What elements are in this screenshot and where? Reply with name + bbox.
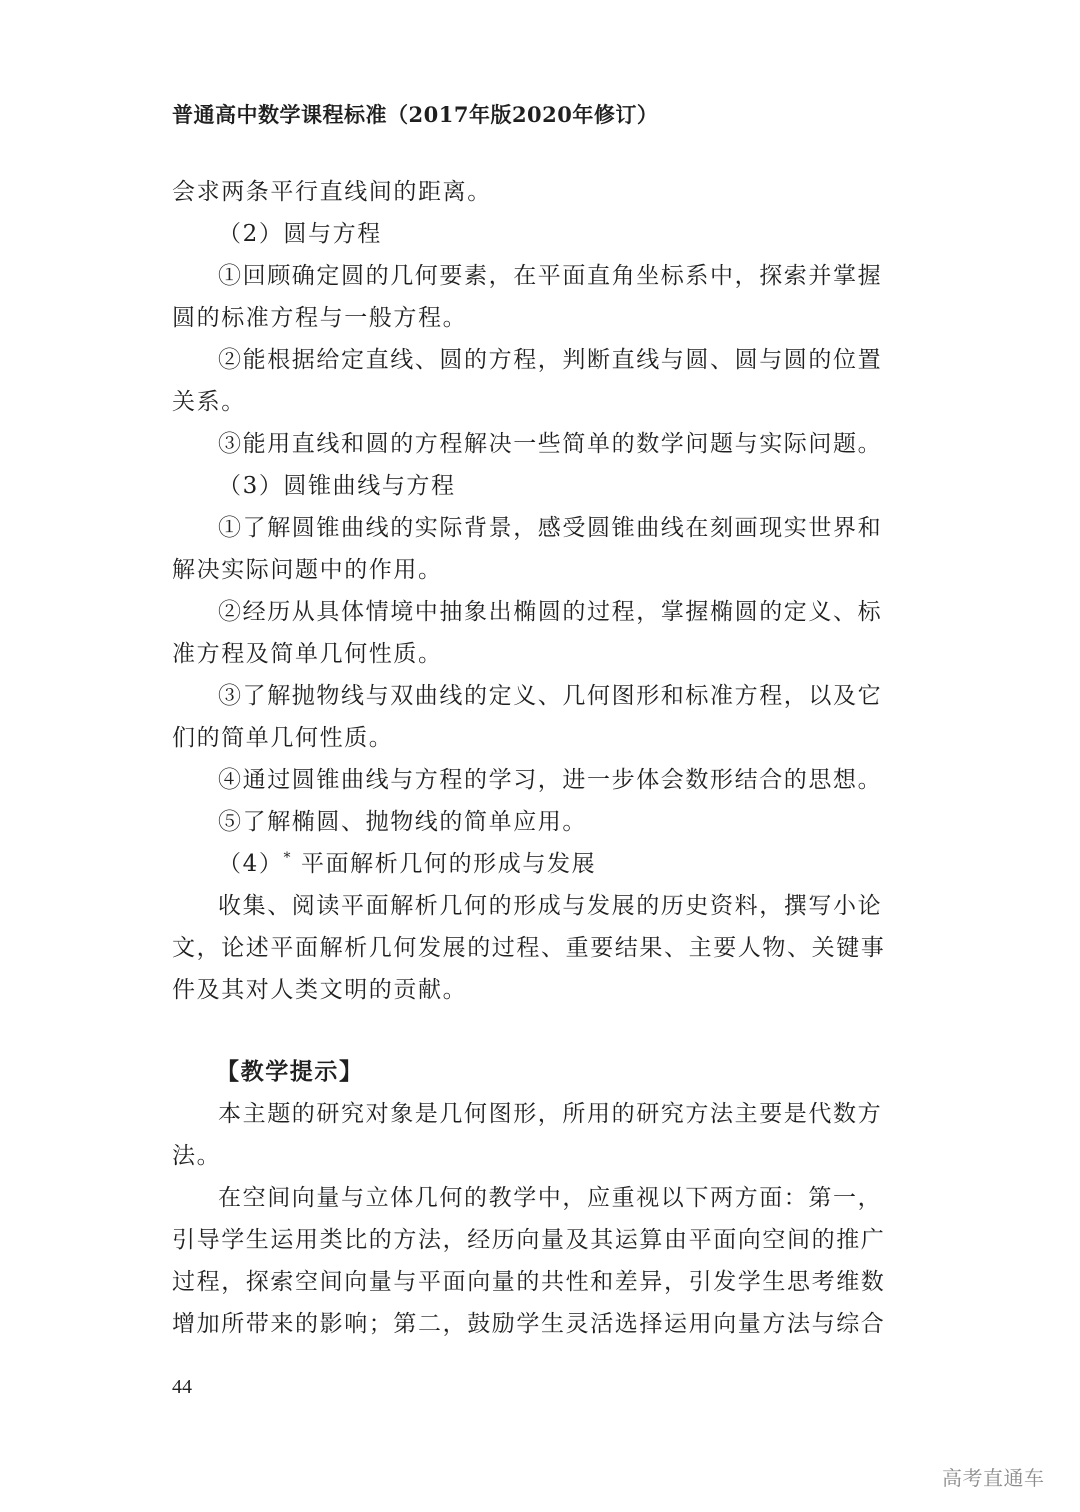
subsection-heading xyxy=(172,843,896,885)
paragraph: ②经历从具体情境中抽象出椭圆的过程，掌握椭圆的定义、标准方程及简单几何性质。 xyxy=(172,599,883,667)
subsection-title: 平面解析几何的形成与发展 xyxy=(300,851,597,877)
paragraph: ①回顾确定圆的几何要素，在平面直角坐标系中，探索并掌握圆的标准方程与一般方程。 xyxy=(172,263,883,331)
paragraph: 收集、阅读平面解析几何的形成与发展的历史资料，撰写小论文，论述平面解析几何发展的过程、重要结果、主要人物、关键事件及其对人类文明的贡献。 xyxy=(172,893,886,1003)
page-number: 44 xyxy=(172,1376,192,1398)
paragraph: ⑤了解椭圆、抛物线的简单应用。 xyxy=(218,809,587,835)
paragraph: 在空间向量与立体几何的教学中，应重视以下两方面：第一，引导学生运用类比的方法，经历向量及其运算由平面向空间的推广过程，探索空间向量与平面向量的共性和差异，引发学生思考维数增加所带来的影响；第二，鼓励学生灵活选择运用向量方法与综合 xyxy=(172,1185,886,1337)
subsection-heading: （3）圆锥曲线与方程 xyxy=(218,473,456,499)
paragraph: ③了解抛物线与双曲线的定义、几何图形和标准方程，以及它们的简单几何性质。 xyxy=(172,683,883,751)
paragraph: ④通过圆锥曲线与方程的学习，进一步体会数形结合的思想。 xyxy=(218,767,883,793)
paragraph: 本主题的研究对象是几何图形，所用的研究方法主要是代数方法。 xyxy=(172,1101,883,1169)
subsection-number: （4） xyxy=(218,851,284,877)
section-spacer xyxy=(172,1011,896,1051)
optional-star-mark: * xyxy=(283,850,293,866)
watermark: 高考直通车 xyxy=(942,1466,1045,1490)
paragraph: ①了解圆锥曲线的实际背景，感受圆锥曲线在刻画现实世界和解决实际问题中的作用。 xyxy=(172,515,883,583)
subsection-heading: （2）圆与方程 xyxy=(218,221,382,247)
teaching-tips-heading: 【教学提示】 xyxy=(216,1058,364,1085)
paragraph: 会求两条平行直线间的距离。 xyxy=(172,179,492,205)
main-content xyxy=(172,171,896,1345)
running-header-title: 普通高中数学课程标准（2017年版2020年修订） xyxy=(172,102,659,127)
paragraph: ②能根据给定直线、圆的方程，判断直线与圆、圆与圆的位置关系。 xyxy=(172,347,883,415)
paragraph: ③能用直线和圆的方程解决一些简单的数学问题与实际问题。 xyxy=(218,431,883,457)
